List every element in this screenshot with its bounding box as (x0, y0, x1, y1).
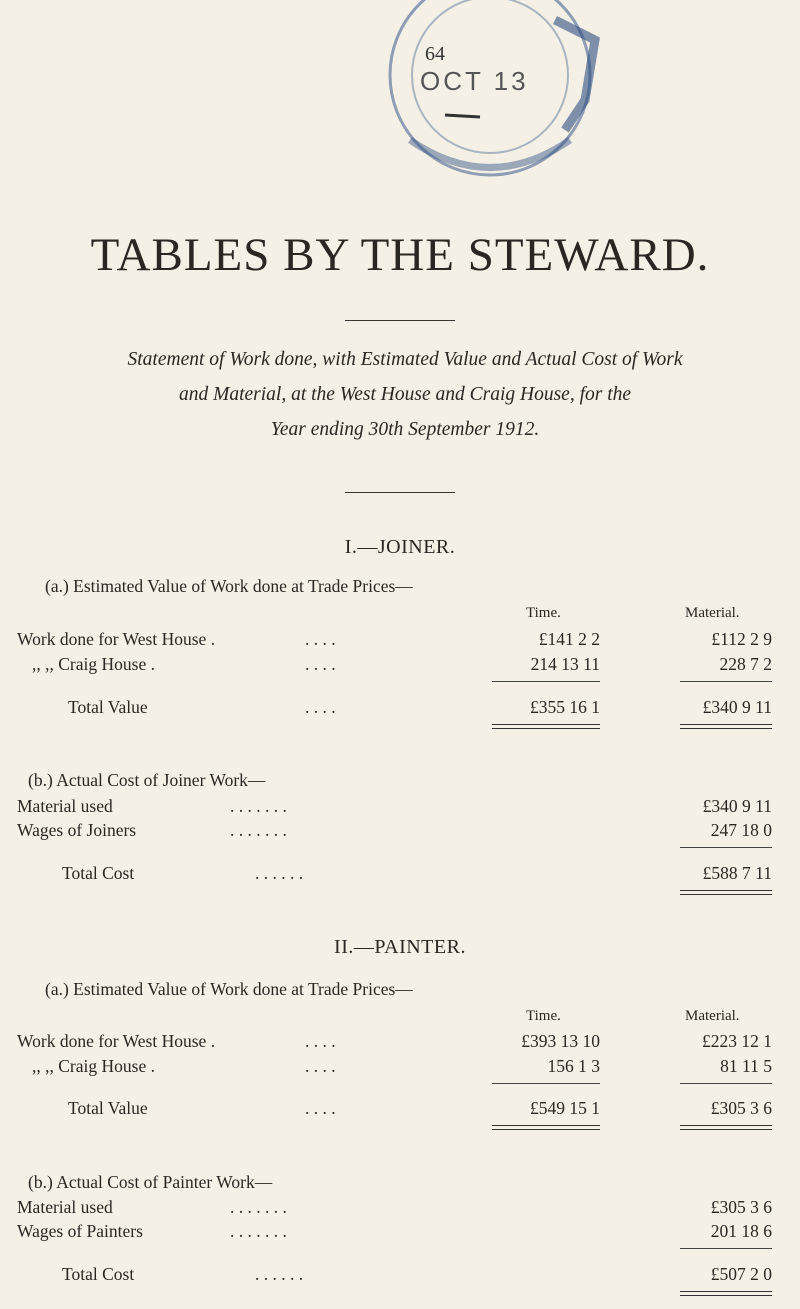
joiner-actual-label: (b.) Actual Cost of Joiner Work— (28, 770, 266, 790)
statement-subtitle: Statement of Work done, with Estimated Value and Actual Cost of Work and Material, at the West House and Craig House, for the Year ending 30th September 1912. (127, 349, 683, 440)
joiner-estimated-label: (a.) Estimated Value of Work done at Trade Prices— (45, 576, 413, 596)
joiner-row-craig-time: 214 13 11 (530, 654, 600, 674)
section-heading-joiner: I.—JOINER. (344, 536, 456, 558)
joiner-total-value-dots: . . . . (305, 697, 336, 717)
painter-total-cost-label: Total Cost (62, 1264, 135, 1284)
joiner-material-used-value: £340 9 11 (702, 796, 772, 816)
painter-total-value-dots: . . . . (305, 1098, 336, 1118)
painter-total-value-label: Total Value (68, 1098, 148, 1118)
painter-total-value-time: £549 15 1 (530, 1098, 600, 1118)
painter-material-column-header: Material. (685, 1008, 740, 1024)
painter-row-craig-dots: . . . . (305, 1056, 336, 1076)
painter-total-cost-value: £507 2 0 (710, 1264, 772, 1284)
painter-wages-label: Wages of Painters (17, 1221, 143, 1241)
painter-material-used-label: Material used (17, 1197, 113, 1217)
joiner-total-value-material: £340 9 11 (702, 697, 772, 717)
joiner-material-used-label: Material used (17, 796, 113, 816)
page-title: TABLES BY THE STEWARD. (90, 229, 710, 281)
joiner-total-cost-label: Total Cost (62, 863, 135, 883)
joiner-wages-label: Wages of Joiners (17, 820, 137, 840)
painter-wages-value: 201 18 6 (710, 1221, 772, 1241)
joiner-time-column-header: Time. (526, 605, 561, 621)
painter-wages-dots: . . . . . . . (230, 1221, 287, 1241)
joiner-total-value-time: £355 16 1 (530, 697, 600, 717)
painter-row-craig-label: ,, ,, Craig House . (32, 1056, 155, 1076)
joiner-total-value-label: Total Value (68, 697, 148, 717)
library-stamp-icon (360, 0, 620, 210)
joiner-wages-value: 247 18 0 (710, 820, 772, 840)
painter-row-west-material: £223 12 1 (702, 1031, 772, 1051)
joiner-row-west-material: £112 2 9 (711, 629, 772, 649)
subtitle-divider (345, 492, 455, 493)
painter-total-value-material: £305 3 6 (710, 1098, 772, 1118)
joiner-row-craig-dots: . . . . (305, 654, 336, 674)
painter-total-cost-dots: . . . . . . (255, 1264, 304, 1284)
stamp-number: 64 (425, 43, 445, 65)
painter-row-craig-material: 81 11 5 (720, 1056, 772, 1076)
joiner-row-craig-label: ,, ,, Craig House . (32, 654, 155, 674)
joiner-material-column-header: Material. (685, 605, 740, 621)
stamp-date: OCT 13 (420, 66, 529, 96)
painter-material-used-dots: . . . . . . . (230, 1197, 287, 1217)
painter-actual-label: (b.) Actual Cost of Painter Work— (28, 1172, 273, 1192)
painter-row-west-dots: . . . . (305, 1031, 336, 1051)
title-divider (345, 320, 455, 321)
painter-estimated-label: (a.) Estimated Value of Work done at Trade Prices— (45, 979, 413, 999)
painter-row-west-label: Work done for West House . (17, 1031, 216, 1051)
painter-material-used-value: £305 3 6 (710, 1197, 772, 1217)
joiner-row-craig-material: 228 7 2 (719, 654, 772, 674)
joiner-material-used-dots: . . . . . . . (230, 796, 287, 816)
joiner-row-west-dots: . . . . (305, 629, 336, 649)
painter-row-craig-time: 156 1 3 (547, 1056, 600, 1076)
joiner-wages-dots: . . . . . . . (230, 820, 287, 840)
painter-time-column-header: Time. (526, 1008, 561, 1024)
section-heading-painter: II.—PAINTER. (334, 936, 466, 958)
joiner-total-cost-value: £588 7 11 (702, 863, 772, 883)
painter-row-west-time: £393 13 10 (521, 1031, 600, 1051)
joiner-row-west-label: Work done for West House . (17, 629, 216, 649)
joiner-row-west-time: £141 2 2 (538, 629, 600, 649)
joiner-total-cost-dots: . . . . . . (255, 863, 304, 883)
